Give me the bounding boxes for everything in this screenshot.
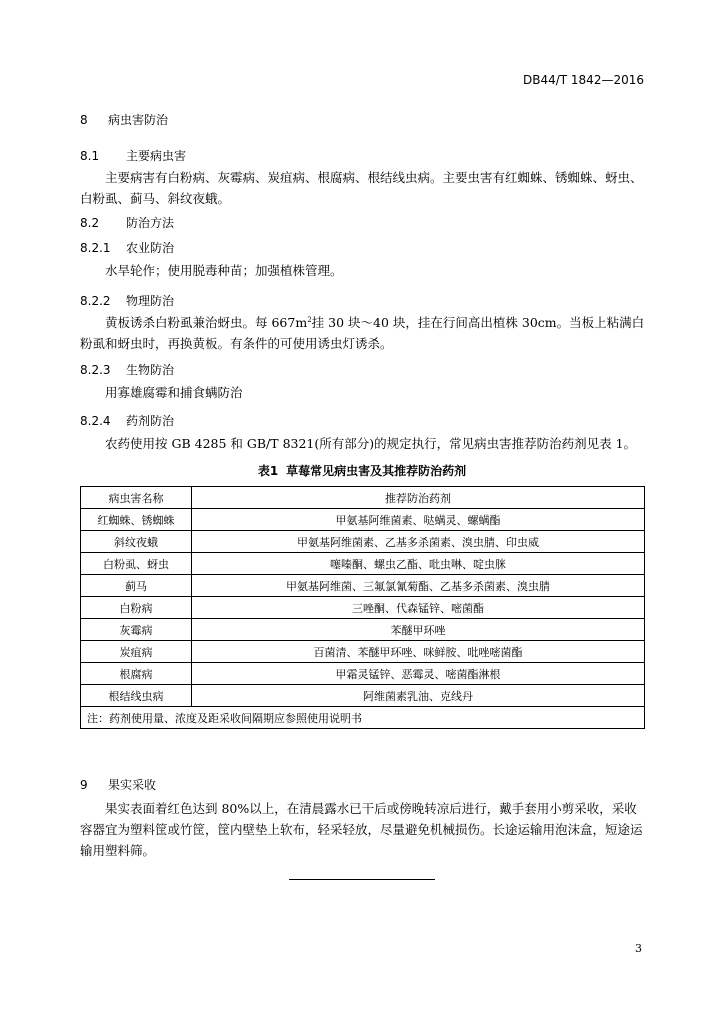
heading-8-2-3-number: 8.2.3 xyxy=(80,363,111,377)
paragraph-8-2-2 xyxy=(80,312,645,354)
table-cell-pest: 根结线虫病 xyxy=(81,685,192,707)
table-note: 注：药剂使用量、浓度及距采收间隔期应参照使用说明书 xyxy=(81,707,645,729)
paragraph-8-2-3: 用寡雄腐霉和捕食螨防治 xyxy=(105,385,243,400)
table-cell-agents: 百菌清、苯醚甲环唑、咪鲜胺、吡唑嘧菌酯 xyxy=(192,641,645,663)
heading-8-1-title: 主要病虫害 xyxy=(126,149,187,163)
table-row xyxy=(81,663,645,685)
heading-8-1 xyxy=(80,147,186,164)
table-title: 草莓常见病虫害及其推荐防治药剂 xyxy=(286,464,467,478)
table-row xyxy=(81,553,645,575)
paragraph-8-1: 主要病害有白粉病、灰霉病、炭疽病、根腐病、根结线虫病。主要虫害有红蜘蛛、锈蜘蛛、蚜虫、白粉虱、蓟马、斜纹夜蛾。 xyxy=(80,170,643,206)
table-cell-agents: 三唑酮、代森锰锌、嘧菌酯 xyxy=(192,597,645,619)
heading-9-title: 果实采收 xyxy=(108,778,157,792)
table-row xyxy=(81,509,645,531)
heading-8-2-1-number: 8.2.1 xyxy=(80,241,111,255)
table-cell-pest: 灰霉病 xyxy=(81,619,192,641)
heading-8-2-title: 防治方法 xyxy=(126,216,175,230)
heading-8-2-number: 8.2 xyxy=(80,216,100,230)
table-cell-agents: 阿维菌素乳油、克线丹 xyxy=(192,685,645,707)
heading-9-number: 9 xyxy=(80,778,88,792)
heading-8-2-3 xyxy=(80,361,174,378)
table-row xyxy=(81,575,645,597)
heading-8-title: 病虫害防治 xyxy=(108,113,169,127)
heading-8-number: 8 xyxy=(80,113,88,127)
paragraph-8-2-1: 水旱轮作；使用脱毒种苗；加强植株管理。 xyxy=(105,263,343,278)
heading-8-1-number: 8.1 xyxy=(80,149,100,163)
table-cell-agents: 甲氨基阿维菌素、哒螨灵、螺螨酯 xyxy=(192,509,645,531)
table-row xyxy=(81,531,645,553)
heading-8-2-2 xyxy=(80,292,174,309)
table-row xyxy=(81,685,645,707)
table-cell-agents: 噻嗪酮、螺虫乙酯、吡虫啉、啶虫脒 xyxy=(192,553,645,575)
table-cell-agents: 苯醚甲环唑 xyxy=(192,619,645,641)
table-row xyxy=(81,619,645,641)
heading-8-2-4 xyxy=(80,412,174,429)
heading-8-2-4-title: 药剂防治 xyxy=(126,414,175,428)
table-cell-agents: 甲氨基阿维菌素、乙基多杀菌素、溴虫腈、印虫威 xyxy=(192,531,645,553)
heading-8-2-1 xyxy=(80,239,174,256)
table-cell-agents: 甲氨基阿维菌、三氟氯氰菊酯、乙基多杀菌素、溴虫腈 xyxy=(192,575,645,597)
area-unit-superscript: 2 xyxy=(307,315,312,324)
paragraph-9: 果实表面着红色达到 80%以上，在清晨露水已干后或傍晚转凉后进行，戴手套用小剪采收，采收容器宜为塑料筐或竹筐，筐内壁垫上软布，轻采轻放，尽量避免机械损伤。长途运输用泡沫盒，短途运输用塑料筛。 xyxy=(80,801,643,858)
heading-8 xyxy=(80,111,168,128)
table-cell-pest: 根腐病 xyxy=(81,663,192,685)
heading-8-2-2-title: 物理防治 xyxy=(126,294,175,308)
table-row xyxy=(81,597,645,619)
paragraph-8-2-4: 农药使用按 GB 4285 和 GB/T 8321(所有部分)的规定执行，常见病虫害推荐防治药剂见表 1。 xyxy=(105,436,637,451)
heading-9 xyxy=(80,776,156,793)
heading-8-2-2-number: 8.2.2 xyxy=(80,294,111,308)
table-header-cell: 推荐防治药剂 xyxy=(192,487,645,509)
table-cell-agents: 甲霜灵锰锌、恶霉灵、嘧菌酯淋根 xyxy=(192,663,645,685)
table-note-row xyxy=(81,707,645,729)
table-row xyxy=(81,641,645,663)
pest-control-table xyxy=(80,486,645,729)
table-cell-pest: 炭疽病 xyxy=(81,641,192,663)
heading-8-2-3-title: 生物防治 xyxy=(126,363,175,377)
table-header-row xyxy=(81,487,645,509)
page-number: 3 xyxy=(635,942,642,955)
table-cell-pest: 白粉病 xyxy=(81,597,192,619)
table-caption xyxy=(0,462,724,479)
paragraph-8-2-2-part-a: 黄板诱杀白粉虱兼治蚜虫。每 667m xyxy=(105,315,308,330)
table-cell-pest: 斜纹夜蛾 xyxy=(81,531,192,553)
document-code: DB44/T 1842—2016 xyxy=(522,73,644,87)
end-rule xyxy=(289,879,435,880)
heading-8-2-4-number: 8.2.4 xyxy=(80,414,111,428)
table-cell-pest: 白粉虱、蚜虫 xyxy=(81,553,192,575)
table-label: 表1 xyxy=(257,464,279,478)
paragraph-8-2-2-part-b: 挂 30 块～40 块，挂在行间高出植株 30cm。当板上粘满白粉虱和蚜虫时，再换黄板。有条件的可使用诱虫灯诱杀。 xyxy=(80,315,645,351)
table-header-cell: 病虫害名称 xyxy=(81,487,192,509)
heading-8-2 xyxy=(80,214,174,231)
heading-8-2-1-title: 农业防治 xyxy=(126,241,175,255)
table-cell-pest: 红蜘蛛、锈蜘蛛 xyxy=(81,509,192,531)
table-cell-pest: 蓟马 xyxy=(81,575,192,597)
